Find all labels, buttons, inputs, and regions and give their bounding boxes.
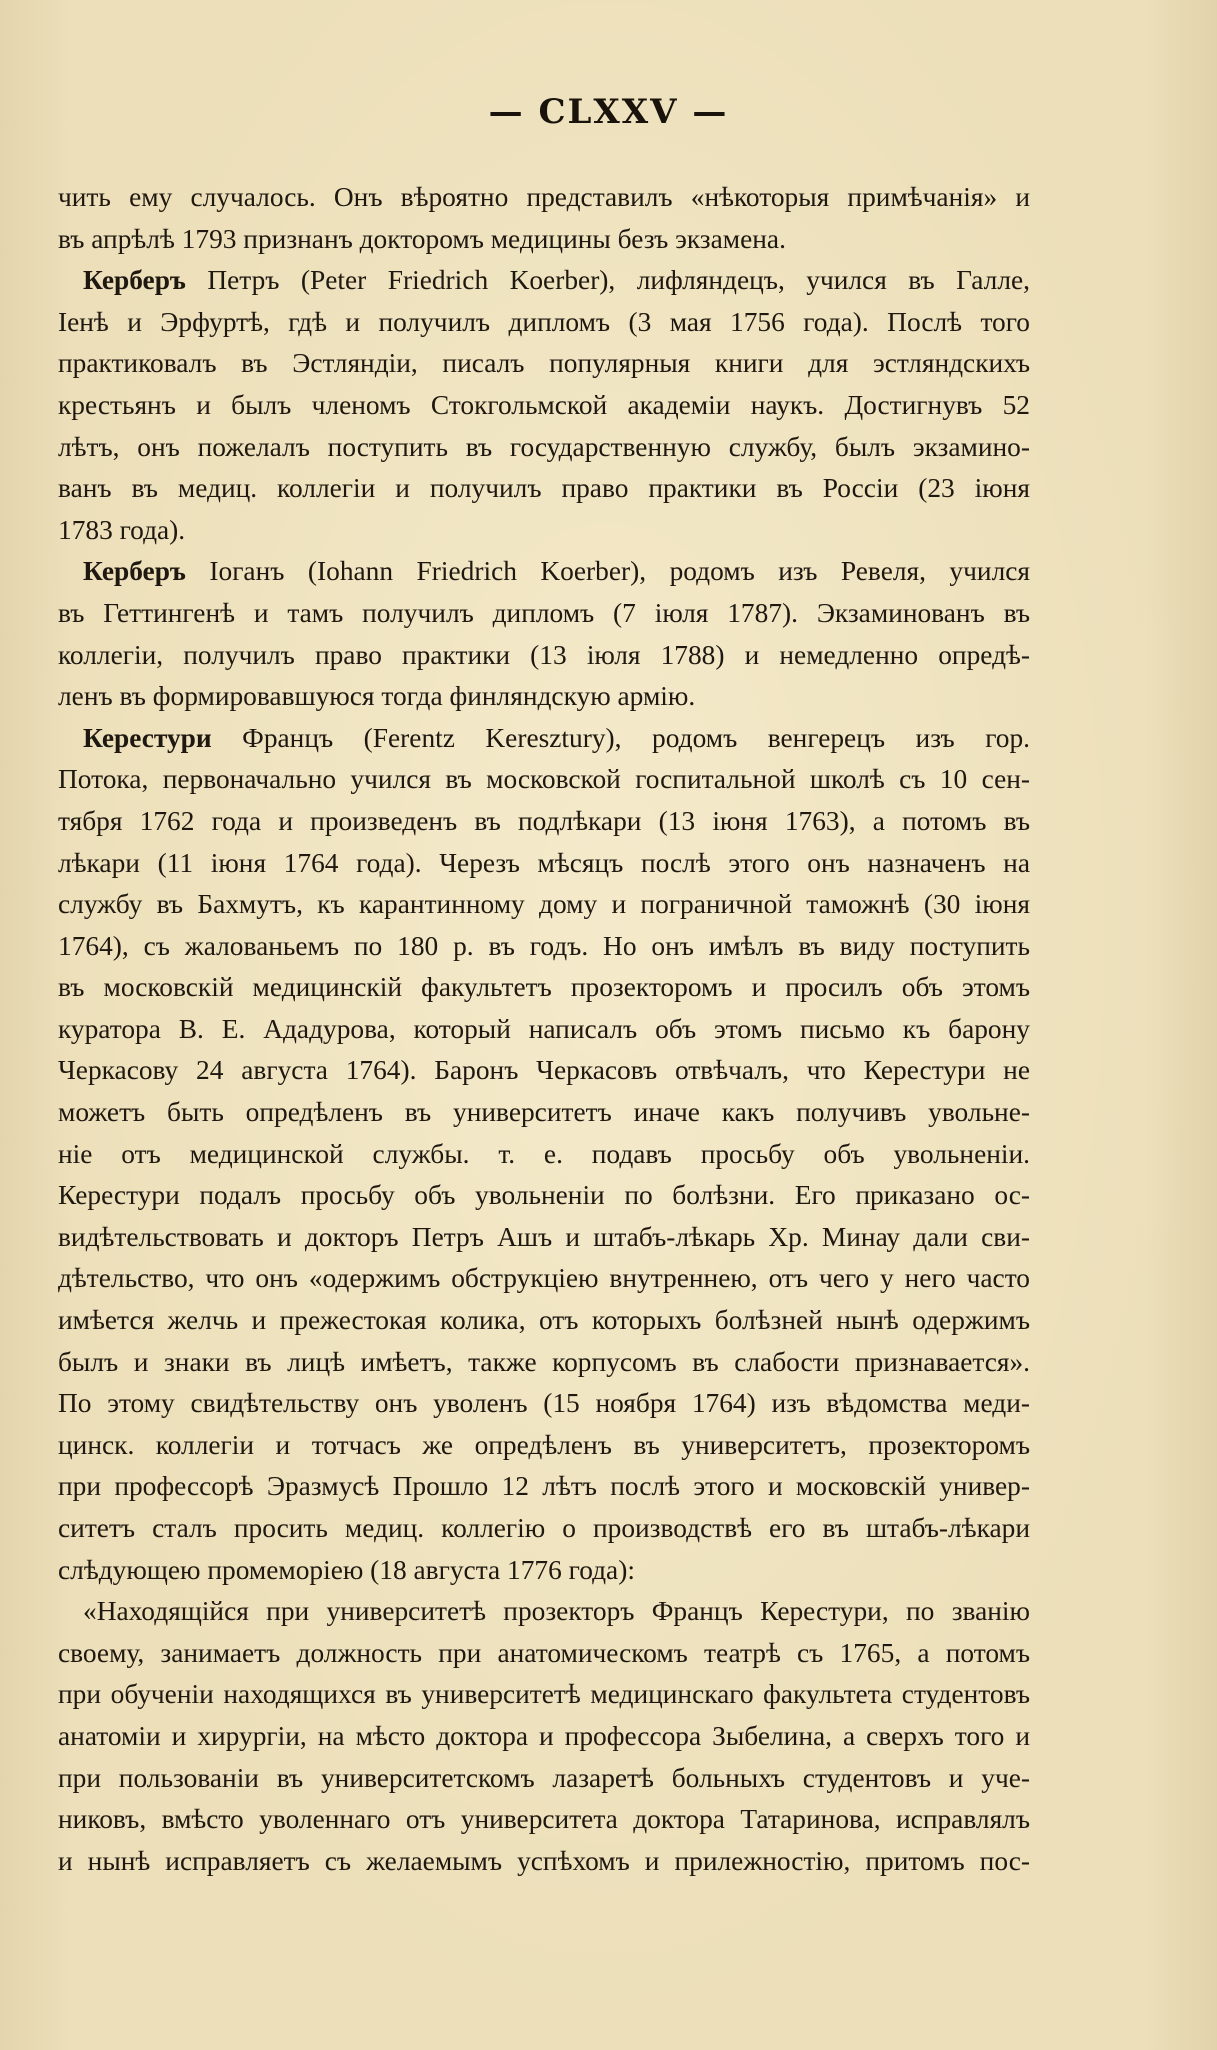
text-segment: лѣтъ, онъ пожелалъ поступить въ государственную службу, былъ экзамино-	[58, 431, 1030, 462]
text-segment: куратора В. Е. Ададурова, который написалъ объ этомъ письмо къ барону	[58, 1013, 1030, 1044]
text-segment: въ апрѣлѣ 1793 признанъ докторомъ медицины безъ экзамена.	[58, 223, 786, 254]
text-segment: По этому свидѣтельству онъ уволенъ (15 ноября 1764) изъ вѣдомства меди-	[58, 1388, 1030, 1419]
text-line	[58, 468, 1030, 510]
text-segment: «Находящійся при университетѣ прозекторъ Францъ Керестури, по званію	[83, 1596, 1030, 1627]
text-segment: имѣется желчь и прежестокая колика, отъ которыхъ болѣзней нынѣ одержимъ	[58, 1305, 1030, 1336]
text-segment: практиковалъ въ Эстляндіи, писалъ популярныя книги для эстляндскихъ	[58, 348, 1030, 379]
text-line	[58, 551, 1030, 593]
text-line	[58, 1674, 1030, 1716]
text-line	[58, 967, 1030, 1009]
text-line	[58, 1217, 1030, 1259]
text-line	[58, 1342, 1030, 1384]
text-segment: чить ему случалось. Онъ вѣроятно представилъ «нѣкоторыя примѣчанія» и	[58, 182, 1030, 212]
text-line	[58, 1258, 1030, 1300]
text-segment: видѣтельствовать и докторъ Петръ Ашъ и штабъ-лѣкарь Хр. Минау дали сви-	[58, 1221, 1030, 1252]
text-line	[58, 635, 1030, 677]
text-segment: Петръ (Peter Friedrich Koerber), лифляндецъ, учился въ Галле,	[185, 265, 1030, 296]
text-segment: при профессорѣ Эразмусѣ Прошло 12 лѣтъ послѣ этого и московскій универ-	[58, 1471, 1030, 1502]
text-segment: слѣдующею промеморіею (18 августа 1776 года):	[58, 1554, 635, 1585]
text-line	[58, 1050, 1030, 1092]
text-line	[58, 260, 1030, 302]
text-segment: Черкасову 24 августа 1764). Баронъ Черкасовъ отвѣчалъ, что Керестури не	[58, 1055, 1030, 1086]
text-segment: 1764), съ жалованьемъ по 180 р. въ годъ. Но онъ имѣлъ въ виду поступить	[58, 930, 1030, 961]
text-line	[58, 884, 1030, 926]
text-line	[58, 1175, 1030, 1217]
text-line	[58, 593, 1030, 635]
text-line	[58, 1466, 1030, 1508]
text-segment: ванъ въ медиц. коллегіи и получилъ право практики въ Россіи (23 іюня	[58, 473, 1030, 504]
text-segment: Іенѣ и Эрфуртѣ, гдѣ и получилъ дипломъ (3 мая 1756 года). Послѣ того	[58, 306, 1030, 337]
entry-name: Керестури	[83, 722, 212, 753]
text-segment: ніе отъ медицинской службы. т. е. подавъ просьбу объ увольненіи.	[58, 1138, 1030, 1169]
text-segment: при пользованіи въ университетскомъ лазаретѣ больныхъ студентовъ и уче-	[58, 1762, 1030, 1793]
text-segment: при обученіи находящихся въ университетѣ медицинскаго факультета студентовъ	[58, 1679, 1030, 1710]
text-line	[58, 1425, 1030, 1467]
text-segment: тября 1762 года и произведенъ въ подлѣкари (13 іюня 1763), а потомъ въ	[58, 805, 1030, 836]
text-line	[58, 1009, 1030, 1051]
text-line	[58, 385, 1030, 427]
text-line	[58, 801, 1030, 843]
text-line	[58, 1716, 1030, 1758]
text-segment: анатоміи и хирургіи, на мѣсто доктора и профессора Зыбелина, а сверхъ того и	[58, 1720, 1030, 1751]
text-line	[58, 1508, 1030, 1550]
text-line	[58, 510, 1030, 552]
text-line	[58, 926, 1030, 968]
text-segment: былъ и знаки въ лицѣ имѣетъ, также корпусомъ въ слабости признавается».	[58, 1346, 1030, 1377]
text-line	[58, 302, 1030, 344]
text-segment: цинск. коллегіи и тотчасъ же опредѣленъ въ университетъ, прозекторомъ	[58, 1429, 1030, 1460]
text-line	[58, 718, 1030, 760]
text-segment: коллегіи, получилъ право практики (13 іюля 1788) и немедленно опредѣ-	[58, 639, 1030, 670]
text-segment: Потока, первоначально учился въ московской госпитальной школѣ съ 10 сен-	[58, 764, 1030, 795]
text-segment: 1783 года).	[58, 514, 186, 545]
document-body	[58, 177, 1030, 1882]
text-line	[58, 343, 1030, 385]
text-line	[58, 1134, 1030, 1176]
text-line	[58, 1383, 1030, 1425]
text-line	[58, 1092, 1030, 1134]
text-line	[58, 1758, 1030, 1800]
text-line	[58, 759, 1030, 801]
text-line	[58, 843, 1030, 885]
text-line	[58, 676, 1030, 718]
text-line	[58, 1841, 1030, 1883]
text-segment: ленъ въ формировавшуюся тогда финляндскую армію.	[58, 681, 696, 712]
text-segment: службу въ Бахмутъ, къ карантинному дому и пограничной таможнѣ (30 іюня	[58, 889, 1030, 920]
text-segment: въ московскій медицинскій факультетъ прозекторомъ и просилъ объ этомъ	[58, 972, 1030, 1003]
entry-name: Керберъ	[83, 556, 186, 587]
text-segment: Францъ (Ferentz Keresztury), родомъ венгерецъ изъ гор.	[211, 722, 1030, 753]
text-line	[58, 1799, 1030, 1841]
text-segment: въ Геттингенѣ и тамъ получилъ дипломъ (7 іюля 1787). Экзаминованъ въ	[58, 597, 1030, 628]
text-line	[58, 219, 1030, 261]
text-line	[58, 177, 1030, 219]
text-line	[58, 1550, 1030, 1592]
text-segment: лѣкари (11 іюня 1764 года). Черезъ мѣсяцъ послѣ этого онъ назначенъ на	[58, 847, 1030, 878]
text-line	[58, 1633, 1030, 1675]
text-line	[58, 1300, 1030, 1342]
text-segment: дѣтельство, что онъ «одержимъ обструкціею внутреннею, отъ чего у него часто	[58, 1263, 1030, 1294]
text-segment: Іоганъ (Iohann Friedrich Koerber), родомъ изъ Ревеля, учился	[185, 556, 1030, 587]
text-segment: Керестури подалъ просьбу объ увольненіи по болѣзни. Его приказано ос-	[58, 1180, 1030, 1211]
text-segment: своему, занимаетъ должность при анатомическомъ театрѣ съ 1765, а потомъ	[58, 1637, 1030, 1668]
text-segment: можетъ быть опредѣленъ въ университетъ иначе какъ получивъ увольне-	[58, 1097, 1030, 1128]
text-segment: крестьянъ и былъ членомъ Стокгольмской академіи наукъ. Достигнувъ 52	[58, 389, 1030, 420]
entry-name: Керберъ	[83, 265, 186, 296]
text-line	[58, 427, 1030, 469]
page-number-header: — CLXXV —	[488, 92, 729, 132]
text-segment: ситетъ сталъ просить медиц. коллегію о производствѣ его въ штабъ-лѣкари	[58, 1513, 1030, 1543]
text-segment: и нынѣ исправляетъ съ желаемымъ успѣхомъ и прилежностію, притомъ пос-	[58, 1845, 1030, 1876]
text-segment: никовъ, вмѣсто уволеннаго отъ университета доктора Татаринова, исправлялъ	[58, 1804, 1030, 1835]
text-line	[58, 1591, 1030, 1633]
